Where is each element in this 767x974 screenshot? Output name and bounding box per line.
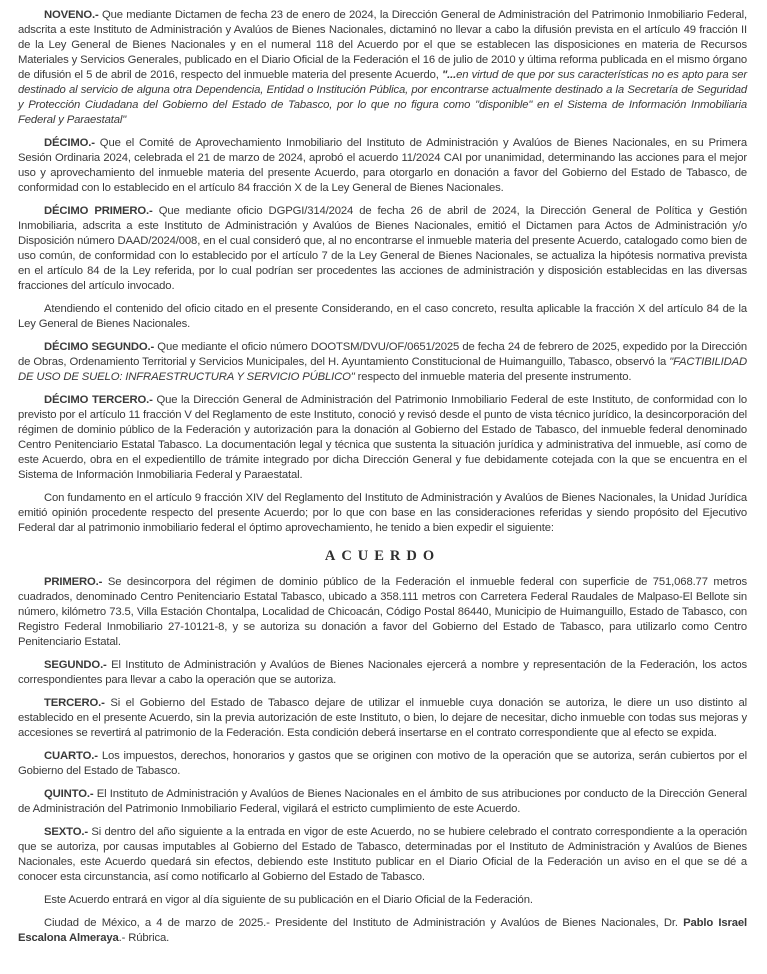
- paragraph-firma: [18, 916, 747, 946]
- articulo-cuarto-text: Los impuestos, derechos, honorarios y gastos que se originen con motivo de la operación que se autoriza, serán cubiertos por el Gobierno del Estado de Tabasco.: [18, 750, 747, 777]
- articulo-primero: [18, 575, 747, 650]
- acuerdo-heading: ACUERDO: [324, 548, 441, 564]
- paragraph-vigencia: [18, 893, 747, 908]
- articulo-quinto-text: El Instituto de Administración y Avalúos de Bienes Nacionales en el ámbito de sus atribuciones por conducto de la Dirección General de Administración del Patrimonio Inmobiliario Federal, vigilará el estricto cumplimiento de este Acuerdo.: [18, 788, 747, 815]
- considerando-decimo-tercero: [18, 393, 747, 483]
- articulo-tercero: [18, 696, 747, 741]
- articulo-segundo: [18, 658, 747, 688]
- considerando-decimo-primero: [18, 204, 747, 294]
- considerando-decimo: [18, 136, 747, 196]
- paragraph-vigencia-text: Este Acuerdo entrará en vigor al día siguiente de su publicación en el Diario Oficial de la Federación.: [44, 894, 533, 906]
- considerando-noveno-quote-lead: "...: [441, 69, 457, 81]
- articulo-quinto-label: QUINTO.-: [44, 788, 94, 800]
- paragraph-firma-text-start: Ciudad de México, a 4 de marzo de 2025.- Presidente del Instituto de Administración y Avalúos de Bienes Nacionales, Dr.: [44, 917, 684, 929]
- paragraph-atendiendo: [18, 302, 747, 332]
- considerando-decimo-tercero-text: Que la Dirección General de Administración del Patrimonio Inmobiliario Federal de este Instituto, de conformidad con lo previsto por el artículo 11 fracción V del Reglamento de este Instituto, conoció y revisó desde el punto de vista técnico jurídico, la desincorporación del régimen de dominio público de la Federación y autorización para la donación al Gobierno del Estado de Tabasco, del inmueble federal denominado Centro Penitenciario Estatal Tabasco. La documentación legal y técnica que sustenta la situación jurídica y administrativa del inmueble, así como de este Acuerdo, obra en el expedientillo de trámite integrado por dicha Dirección General y fue debidamente cotejada con la que se encuentra en el Sistema de Información Inmobiliaria Federal y Paraestatal.: [18, 394, 747, 481]
- paragraph-con-fundamento-text: Con fundamento en el artículo 9 fracción XIV del Reglamento del Instituto de Administración y Avalúos de Bienes Nacionales, la Unidad Jurídica emitió opinión procedente respecto del presente Acuerdo; por lo que con base en las consideraciones referidas y siendo propósito del Ejecutivo Federal dar al patrimonio inmobiliario federal el óptimo aprovechamiento, he tenido a bien expedir el siguiente:: [18, 492, 747, 534]
- considerando-noveno-text: Que mediante Dictamen de fecha 23 de enero de 2024, la Dirección General de Administración del Patrimonio Inmobiliario Federal, adscrita a este Instituto de Administración y Avalúos de Bienes Nacionales, dictaminó no llevar a cabo la difusión prevista en el artículo 49 fracción II de la Ley General de Bienes Nacionales y en el numeral 118 del Acuerdo por el que se establecen las disposiciones en materia de Recursos Materiales y Servicios Generales, publicado en el Diario Oficial de la Federación el 16 de julio de 2010 y última reforma publicada en el mismo órgano de difusión el 5 de abril de 2016, respecto del inmueble materia del presente Acuerdo,: [18, 9, 747, 81]
- considerando-decimo-segundo-text-start: Que mediante el oficio número DOOTSM/DVU/OF/0651/2025 de fecha 24 de febrero de 2025, expedido por la Dirección de Obras, Ordenamiento Territorial y Servicios Municipales, del H. Ayuntamiento Constitucional de Huimanguillo, Tabasco, observó la: [18, 341, 748, 368]
- articulo-sexto: [18, 825, 747, 885]
- articulo-sexto-text: Si dentro del año siguiente a la entrada en vigor de este Acuerdo, no se hubiere celebrado el contrato correspondiente a la operación que se autoriza, por causas imputables al Gobierno del Estado de Tabasco, determinadas por el Instituto de Administración y Avalúos de Bienes Nacionales, este Acuerdo quedará sin efectos, debiendo este Instituto publicar en el Diario Oficial de la Federación un aviso en el que se dé a conocer esta circunstancia, así como notificarlo al Gobierno del Estado de Tabasco.: [18, 826, 747, 883]
- considerando-decimo-label: DÉCIMO.-: [44, 137, 95, 149]
- paragraph-atendiendo-text: Atendiendo el contenido del oficio citado en el presente Considerando, en el caso concreto, resulta aplicable la fracción X del artículo 84 de la Ley General de Bienes Nacionales.: [18, 303, 747, 330]
- considerando-noveno-quote: en virtud de que por sus características no es apto para ser destinado al servicio de alguna otra Dependencia, Entidad o Institución Pública, por encontrarse actualmente destinado a la Secretaría de Seguridad y Protección Ciudadana del Gobierno del Estado de Tabasco, por lo que no figura como "disponible" en el Sistema de Información Inmobiliaria Federal y Paraestatal": [18, 69, 747, 126]
- considerando-decimo-primero-label: DÉCIMO PRIMERO.-: [44, 205, 153, 217]
- considerando-decimo-text: Que el Comité de Aprovechamiento Inmobiliario del Instituto de Administración y Avalúos de Bienes Nacionales, en su Primera Sesión Ordinaria 2024, celebrada el 21 de marzo de 2024, aprobó el acuerdo 11/2024 CAI por unanimidad, determinando las acciones para el mejor uso y aprovechamiento del inmueble materia del presente Acuerdo, para otorgarlo en donación a favor del Gobierno del Estado de Tabasco, de conformidad con lo establecido en el artículo 84 fracción X de la Ley General de Bienes Nacionales.: [18, 137, 747, 194]
- articulo-segundo-text: El Instituto de Administración y Avalúos de Bienes Nacionales ejercerá a nombre y representación de la Federación, los actos correspondientes para llevar a cabo la operación que se autoriza.: [18, 659, 747, 686]
- considerando-decimo-primero-text: Que mediante oficio DGPGI/314/2024 de fecha 26 de abril de 2024, la Dirección General de Política y Gestión Inmobiliaria, adscrita a este Instituto de Administración y Avalúos de Bienes Nacionales, emitió el Dictamen para Actos de Administración y/o Disposición número DAAD/2024/008, en el cual consideró que, al no encontrarse el inmueble materia del presente Acuerdo, catalogado como bien de uso común, de conformidad con lo establecido por el artículo 7 de la Ley General de Bienes Nacionales, se actualiza la hipótesis normativa prevista en el artículo 84 de la Ley referida, por lo cual podrían ser procedentes las acciones de administración y disposición establecidas en las diversas fracciones del artículo invocado.: [18, 205, 747, 292]
- considerando-decimo-segundo-quote: "FACTIBILIDAD DE USO DE SUELO: INFRAESTRUCTURA Y SERVICIO PÚBLICO": [18, 356, 747, 383]
- articulo-sexto-label: SEXTO.-: [44, 826, 88, 838]
- considerando-decimo-segundo-text-end: respecto del inmueble materia del presente instrumento.: [354, 371, 632, 383]
- paragraph-con-fundamento: [18, 491, 747, 536]
- articulo-tercero-label: TERCERO.-: [44, 697, 105, 709]
- considerando-decimo-segundo: [18, 340, 747, 385]
- articulo-segundo-label: SEGUNDO.-: [44, 659, 107, 671]
- considerando-decimo-tercero-label: DÉCIMO TERCERO.-: [44, 394, 153, 406]
- articulo-primero-label: PRIMERO.-: [44, 576, 103, 588]
- articulo-quinto: [18, 787, 747, 817]
- articulo-cuarto: [18, 749, 747, 779]
- considerando-decimo-segundo-label: DÉCIMO SEGUNDO.-: [44, 341, 155, 353]
- considerando-noveno-label: NOVENO.-: [44, 9, 99, 21]
- paragraph-firma-text-end: .- Rúbrica.: [118, 932, 170, 944]
- considerando-noveno: [18, 8, 747, 128]
- articulo-cuarto-label: CUARTO.-: [44, 750, 98, 762]
- signatory-name: Pablo Israel Escalona Almeraya: [18, 917, 747, 944]
- articulo-primero-text: Se desincorpora del régimen de dominio público de la Federación el inmueble federal con superficie de 751,068.77 metros cuadrados, denominado Centro Penitenciario Estatal Tabasco, ubicado a 358.111 metros con Carretera Federal Raudales de Malpaso-El Bellote sin número, kilómetro 73.5, Villa Estación Chontalpa, Localidad de Chicoacán, Código Postal 86440, Municipio de Huimanguillo, Estado de Tabasco, con Registro Federal Inmobiliario 27-10121-8, y se autoriza su donación a favor del Gobierno del Estado de Tabasco, para utilizarlo como Centro Penitenciario Estatal.: [18, 576, 747, 648]
- articulo-tercero-text: Si el Gobierno del Estado de Tabasco dejare de utilizar el inmueble cuya donación se autoriza, le diere un uso distinto al establecido en el presente Acuerdo, sin la previa autorización de este Instituto, o bien, lo dejare de necesitar, dicho inmueble con todas sus mejoras y accesiones se revertirá al patrimonio de la Federación. Esta condición deberá insertarse en el contrato correspondiente que al efecto se expida.: [18, 697, 747, 739]
